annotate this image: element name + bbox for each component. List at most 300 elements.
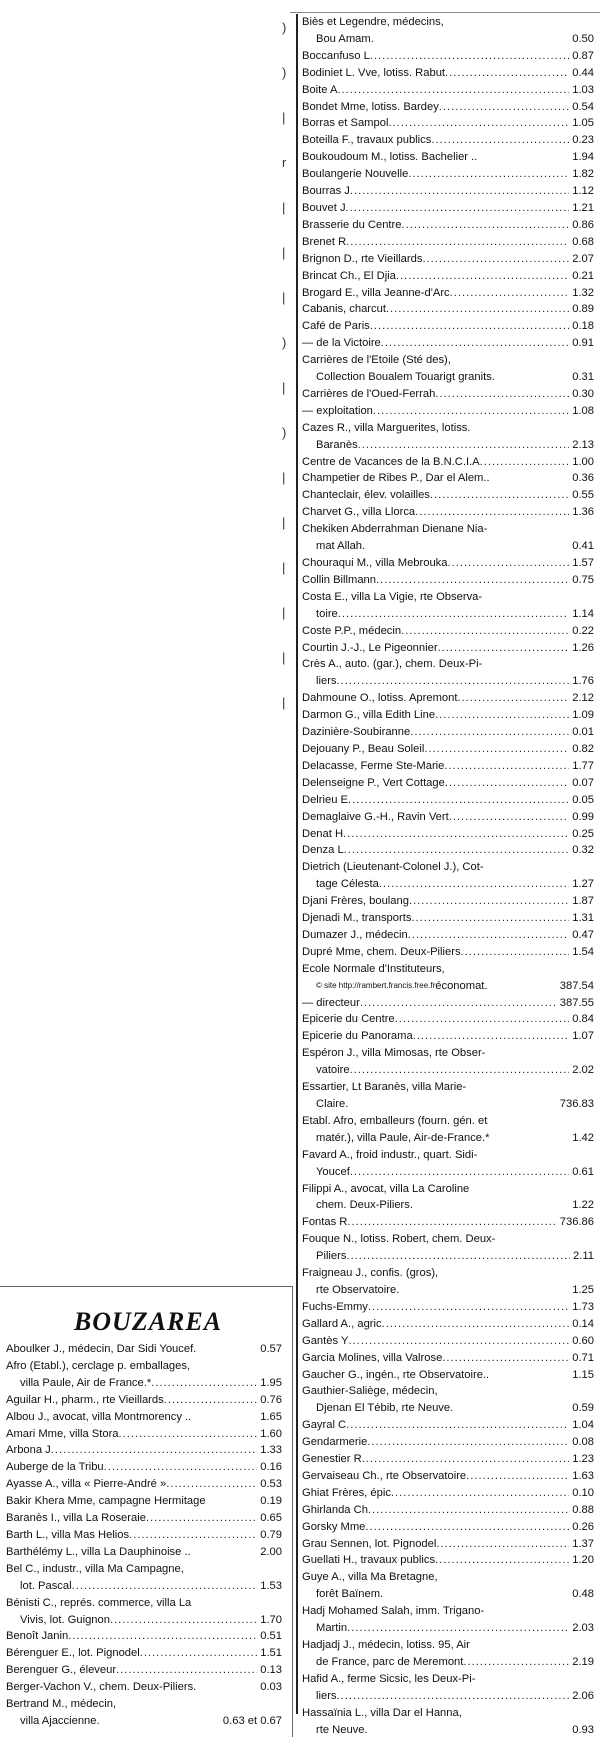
entry-text: liers [316, 675, 337, 688]
entry-name-line [302, 1333, 594, 1350]
entry-name-line [6, 1628, 282, 1645]
entry-name-line [302, 1231, 594, 1248]
entry-name-line [6, 1662, 282, 1679]
entry-text: Aguilar H., pharm., rte Vieillards [6, 1393, 164, 1406]
directory-entry [302, 521, 594, 555]
directory-entry [302, 1214, 594, 1231]
entry-name-line [302, 115, 594, 132]
directory-entry [302, 65, 594, 82]
entry-value: 1.51 [260, 1647, 282, 1660]
entry-value: 0.75 [572, 573, 594, 586]
entry-value: 0.93 [572, 1723, 594, 1736]
entry-value: 387.55 [559, 996, 594, 1009]
entry-text: vatoire [316, 1064, 350, 1077]
entry-name-line [302, 1519, 594, 1536]
directory-entry [6, 1476, 282, 1493]
entry-text: Collection Boualem Touarigt granits. [316, 371, 495, 384]
entry-continuation-line [302, 1620, 594, 1637]
directory-entry [302, 183, 594, 200]
entry-text: Epicerie du Panorama [302, 1030, 413, 1043]
entry-text: Filippi A., avocat, villa La Caroline [302, 1182, 470, 1195]
entry-value: 736.86 [559, 1216, 594, 1229]
directory-entry [302, 1350, 594, 1367]
gutter-mark: | [282, 380, 286, 395]
entry-name-line [302, 724, 594, 741]
entry-text: Dietrich (Lieutenant-Colonel J.), Cot- [302, 861, 484, 874]
entry-text: Fontas R [302, 1216, 348, 1229]
entry-name-line [6, 1341, 282, 1358]
entry-text: Amari Mme, villa Stora [6, 1427, 119, 1440]
entry-name-line [302, 1214, 594, 1231]
entry-text: Dumazer J., médecin [302, 928, 408, 941]
entry-name-line [302, 1367, 594, 1384]
entry-text: Brenet R [302, 235, 347, 248]
directory-entry [302, 1367, 594, 1384]
leader-dots [435, 1552, 569, 1569]
leader-dots [401, 623, 569, 640]
entry-value: 2.13 [572, 438, 594, 451]
gutter-mark: | [282, 695, 286, 710]
entry-name-line [302, 707, 594, 724]
directory-entry [302, 1231, 594, 1265]
entry-name-line [302, 1181, 594, 1198]
entry-continuation-line [302, 31, 594, 48]
entry-text: Boteilla F., travaux publics [302, 134, 432, 147]
leader-dots [68, 1628, 257, 1645]
entry-value: 0.41 [572, 540, 594, 553]
leader-dots [408, 927, 570, 944]
entry-name-line [302, 1028, 594, 1045]
entry-name-line [6, 1493, 282, 1510]
leader-dots [346, 1417, 569, 1434]
directory-entry [302, 656, 594, 690]
directory-entry [302, 1603, 594, 1637]
entry-name-line [302, 82, 594, 99]
entry-value: 0.57 [260, 1343, 282, 1355]
entry-value: 0.71 [572, 1351, 594, 1364]
entry-text: Aboulker J., médecin, Dar Sidi Youcef. [6, 1343, 197, 1355]
leader-dots [413, 1028, 570, 1045]
entry-text: Gervaiseau Ch., rte Observatoire [302, 1469, 467, 1482]
directory-entry [302, 589, 594, 623]
entry-value: 0.60 [572, 1334, 594, 1347]
entry-text: Baranès [316, 438, 358, 451]
entry-value: 0.36 [572, 472, 594, 485]
entry-text: Collin Billmann [302, 573, 376, 586]
entry-text: Bakir Khera Mme, campagne Hermitage [6, 1495, 206, 1508]
entry-name-line [6, 1426, 282, 1443]
entry-name-line [302, 14, 594, 31]
entry-text: Coste P.P., médecin [302, 624, 402, 637]
entry-name-line [302, 504, 594, 521]
directory-entry [302, 285, 594, 302]
entry-name-line [6, 1544, 282, 1561]
leader-dots [448, 555, 570, 572]
entry-name-line [6, 1527, 282, 1544]
directory-entry [302, 386, 594, 403]
entry-continuation-line [302, 1096, 594, 1113]
gutter-mark: | [282, 290, 286, 305]
leader-dots [346, 1248, 570, 1265]
leader-dots [337, 1688, 570, 1705]
entry-name-line [302, 1316, 594, 1333]
leader-dots [348, 1333, 569, 1350]
directory-entry [302, 1265, 594, 1299]
entry-value: 1.31 [572, 912, 594, 925]
entry-text: Dupré Mme, chem. Deux-Piliers [302, 945, 461, 958]
leader-dots [360, 995, 557, 1012]
directory-entry [302, 200, 594, 217]
entry-text: Arbona J [6, 1444, 51, 1457]
entry-name-line [302, 454, 594, 471]
entry-value: 0.26 [572, 1520, 594, 1533]
leader-dots [435, 386, 569, 403]
directory-entry [6, 1544, 282, 1561]
entry-text: rte Observatoire. [316, 1283, 400, 1296]
entry-value: 1.14 [572, 607, 594, 620]
entry-text: Auberge de la Tribu [6, 1461, 104, 1474]
leader-dots [379, 876, 569, 893]
directory-entry [302, 758, 594, 775]
directory-entry [302, 1552, 594, 1569]
leader-dots [350, 1164, 569, 1181]
entry-value: 2.19 [572, 1655, 594, 1668]
entry-text: Hafid A., ferme Sicsic, les Deux-Pi- [302, 1672, 476, 1685]
entry-name-line [302, 656, 594, 673]
entry-value: 0.54 [572, 100, 594, 113]
entry-continuation-line [302, 1688, 594, 1705]
gutter-mark: | [282, 650, 286, 665]
leader-dots [461, 944, 570, 961]
entry-value: 1.33 [260, 1444, 282, 1457]
entry-name-line [302, 268, 594, 285]
entry-value: 1.53 [260, 1579, 282, 1592]
directory-entry [302, 318, 594, 335]
directory-entry [302, 251, 594, 268]
entry-name-line [302, 640, 594, 657]
entry-text: Chanteclair, élev. volailles [302, 489, 430, 502]
directory-entry [6, 1696, 282, 1730]
gutter-mark: | [282, 515, 286, 530]
leader-dots [409, 893, 569, 910]
entry-name-line [302, 1451, 594, 1468]
entry-text: Carrières de l'Oued-Ferrah [302, 387, 436, 400]
entry-text: Guellati H., travaux publics [302, 1554, 436, 1567]
entry-text: Grau Sennen, lot. Pignodel [302, 1537, 437, 1550]
directory-entry [6, 1341, 282, 1358]
entry-value: 1.15 [572, 1368, 594, 1381]
directory-entry [302, 217, 594, 234]
leader-dots [347, 1620, 569, 1637]
entry-name-line [302, 1299, 594, 1316]
directory-entry [302, 792, 594, 809]
entry-text: forêt Baïnem. [316, 1588, 384, 1601]
entry-name-line [302, 1671, 594, 1688]
entry-text: Gayral C [302, 1419, 347, 1432]
leader-dots [410, 724, 569, 741]
directory-entry [6, 1409, 282, 1426]
entry-value: 0.55 [572, 489, 594, 502]
directory-entry [302, 14, 594, 48]
entry-text: Denat H [302, 827, 344, 840]
entry-value: 0.14 [572, 1317, 594, 1330]
entry-text: Gendarmerie [302, 1436, 368, 1449]
leader-dots [430, 487, 569, 504]
directory-entry [302, 48, 594, 65]
entry-text: Brignon D., rte Vieillards [302, 252, 423, 265]
leader-dots [119, 1426, 258, 1443]
entry-value: 1.37 [572, 1537, 594, 1550]
entry-name-line [6, 1442, 282, 1459]
entry-text: chem. Deux-Piliers. [316, 1199, 413, 1212]
leader-dots [381, 335, 569, 352]
leader-dots [350, 1062, 570, 1079]
directory-entry [6, 1510, 282, 1527]
leader-dots [350, 183, 569, 200]
entry-value: 387.54 [559, 979, 594, 992]
entry-name-line [302, 132, 594, 149]
entry-name-line [302, 386, 594, 403]
entry-text: Gantès Y [302, 1334, 349, 1347]
entry-value: 1.60 [260, 1427, 282, 1440]
directory-entry [302, 487, 594, 504]
entry-name-line [302, 1485, 594, 1502]
leader-dots [424, 741, 569, 758]
leader-dots [431, 132, 569, 149]
leader-dots [466, 1468, 569, 1485]
directory-entry [302, 555, 594, 572]
entry-text: matér.), villa Paule, Air-de-France.* [316, 1131, 490, 1144]
entry-text: villa Paule, Air de France.* [20, 1376, 152, 1389]
directory-entry [302, 1502, 594, 1519]
entry-text: Djani Frères, boulang [302, 895, 409, 908]
entry-text: Centre de Vacances de la B.N.C.I.A [302, 455, 480, 468]
leader-dots [382, 1316, 570, 1333]
entry-text: Berenguer G., éleveur [6, 1664, 117, 1677]
entry-name-line [302, 234, 594, 251]
leader-dots [368, 1502, 569, 1519]
directory-entry [302, 82, 594, 99]
entry-value: 0.76 [260, 1393, 282, 1406]
entry-text: Baranès I., villa La Roseraie [6, 1512, 146, 1525]
entry-text: Bondet Mme, lotiss. Bardey [302, 100, 439, 113]
leader-dots [396, 268, 569, 285]
entry-name-line [302, 1350, 594, 1367]
directory-entry [302, 1181, 594, 1215]
leader-dots [442, 1350, 569, 1367]
directory-entry [302, 944, 594, 961]
entry-value: 1.25 [572, 1283, 594, 1296]
directory-entry [302, 268, 594, 285]
entry-continuation-line [302, 1130, 594, 1147]
entry-name-line [302, 555, 594, 572]
directory-entry [6, 1645, 282, 1662]
entry-value: 0.16 [260, 1461, 282, 1474]
leader-dots [370, 318, 569, 335]
entry-name-line [6, 1645, 282, 1662]
entry-text: tage Célesta [316, 878, 379, 891]
leader-dots [395, 1011, 570, 1028]
gutter-mark: ) [282, 425, 287, 440]
entry-text: — de la Victoire [302, 337, 381, 350]
entry-value: 1.08 [572, 404, 594, 417]
entry-name-line [302, 318, 594, 335]
entry-name-line [302, 352, 594, 369]
entry-name-line [302, 893, 594, 910]
entry-name-line [6, 1679, 282, 1696]
entry-value: 0.03 [260, 1681, 282, 1694]
entry-text: Fuchs-Emmy [302, 1300, 368, 1313]
entry-text: lot. Pascal [20, 1579, 72, 1592]
entry-value: 1.36 [572, 506, 594, 519]
entry-continuation-line [6, 1612, 282, 1629]
entry-value: 1.20 [572, 1554, 594, 1567]
directory-entry [6, 1679, 282, 1696]
entry-value: 1.21 [572, 201, 594, 214]
entry-continuation-line [302, 369, 594, 386]
leader-dots [346, 200, 570, 217]
directory-entry [302, 961, 594, 995]
entry-name-line [6, 1696, 282, 1713]
entry-name-line [302, 758, 594, 775]
entry-value: 0.53 [260, 1478, 282, 1491]
entry-text: Genestier R [302, 1453, 362, 1466]
leader-dots [436, 1536, 569, 1553]
entry-value: 2.06 [572, 1689, 594, 1702]
entry-value: 1.12 [572, 185, 594, 198]
entry-value: 0.22 [572, 624, 594, 637]
entry-name-line [302, 217, 594, 234]
entry-value: 0.21 [572, 269, 594, 282]
entry-value: 1.09 [572, 709, 594, 722]
entry-name-line [302, 99, 594, 116]
entry-value: 2.00 [260, 1545, 282, 1558]
leader-dots [348, 792, 569, 809]
entry-text: Champetier de Ribes P., Dar el Alem.. [302, 472, 490, 485]
entry-text: Crès A., auto. (gar.), chem. Deux-Pi- [302, 658, 483, 671]
entry-text: Bénisti C., représ. commerce, villa La [6, 1596, 192, 1609]
directory-entry [302, 572, 594, 589]
entry-value: 0.50 [572, 32, 594, 45]
entry-text: Hadj Mohamed Salah, imm. Trigano- [302, 1605, 485, 1618]
entry-name-line [6, 1510, 282, 1527]
directory-entry [302, 1028, 594, 1045]
entry-value: 1.95 [260, 1376, 282, 1389]
leader-dots [439, 99, 569, 116]
entry-text: Denza L [302, 844, 344, 857]
entry-text: Albou J., avocat, villa Montmorency .. [6, 1410, 192, 1423]
leader-dots [346, 234, 569, 251]
directory-entry [302, 1417, 594, 1434]
entry-text: Gorsky Mme [302, 1520, 366, 1533]
entry-continuation-line [302, 673, 594, 690]
entry-value: 1.23 [572, 1453, 594, 1466]
entry-value: 1.82 [572, 168, 594, 181]
entry-value: 1.05 [572, 117, 594, 130]
leader-dots [164, 1392, 257, 1409]
leader-dots [435, 707, 569, 724]
directory-entry [6, 1662, 282, 1679]
directory-entry [302, 842, 594, 859]
entry-text: Chouraqui M., villa Mebrouka [302, 557, 448, 569]
leader-dots [337, 673, 570, 690]
entry-name-line [302, 1536, 594, 1553]
entry-text: Boccanfuso L [302, 49, 370, 62]
entry-text: Café de Paris [302, 320, 370, 333]
entry-text: Cazes R., villa Marguerites, lotiss. [302, 421, 471, 434]
entry-value: 1.26 [572, 641, 594, 654]
directory-entry [6, 1493, 282, 1510]
directory-entry [6, 1459, 282, 1476]
entry-continuation-line [302, 1197, 594, 1214]
entry-value: 1.00 [572, 455, 594, 468]
entry-name-line [302, 1147, 594, 1164]
entry-text: Martin [316, 1622, 348, 1635]
left-column [6, 1341, 282, 1730]
entry-value: 2.11 [573, 1250, 594, 1263]
entry-text: Delacasse, Ferme Ste-Marie [302, 759, 445, 772]
entry-value: 0.88 [572, 1503, 594, 1516]
site-credit: © site http://rambert.francis.free.fr [316, 980, 436, 990]
entry-name-line [6, 1459, 282, 1476]
entry-name-line [302, 927, 594, 944]
leader-dots [358, 437, 570, 454]
leader-dots [463, 1654, 569, 1671]
entry-continuation-line [6, 1578, 282, 1595]
directory-entry [302, 893, 594, 910]
entry-name-line [6, 1358, 282, 1375]
entry-continuation-line [302, 876, 594, 893]
entry-continuation-line [302, 1282, 594, 1299]
directory-entry [6, 1358, 282, 1392]
entry-value: 0.47 [572, 928, 594, 941]
entry-value: 0.44 [572, 66, 594, 79]
directory-entry [302, 1333, 594, 1350]
directory-entry [302, 826, 594, 843]
leader-dots [104, 1459, 258, 1476]
right-column [302, 14, 594, 1738]
entry-continuation-line [6, 1375, 282, 1392]
leader-dots [337, 82, 569, 99]
entry-text: Darmon G., villa Edith Line [302, 709, 436, 722]
leader-dots [402, 217, 570, 234]
leader-dots [449, 809, 569, 826]
directory-entry [302, 1147, 594, 1181]
leader-dots [386, 301, 569, 318]
leader-dots [347, 1214, 556, 1231]
entry-name-line [302, 690, 594, 707]
entry-value: 0.89 [572, 303, 594, 316]
entry-text: Costa E., villa La Vigie, rte Observa- [302, 590, 483, 603]
directory-entry [302, 99, 594, 116]
entry-text: Bou Amam. [316, 32, 374, 45]
gutter-mark: ) [282, 335, 287, 350]
directory-entry [302, 1705, 594, 1738]
entry-continuation-line [302, 1062, 594, 1079]
entry-name-line [302, 1265, 594, 1282]
entry-name-line [302, 1045, 594, 1062]
entry-continuation-line [302, 538, 594, 555]
entry-name-line [302, 1113, 594, 1130]
leader-dots [370, 48, 569, 65]
entry-value: 0.99 [572, 810, 594, 823]
entry-text: économat. [435, 979, 488, 992]
leader-dots [373, 403, 569, 420]
directory-entry [302, 995, 594, 1012]
entry-value: 0.25 [572, 827, 594, 840]
entry-value: 1.76 [572, 675, 594, 688]
gutter-marks [282, 20, 292, 740]
